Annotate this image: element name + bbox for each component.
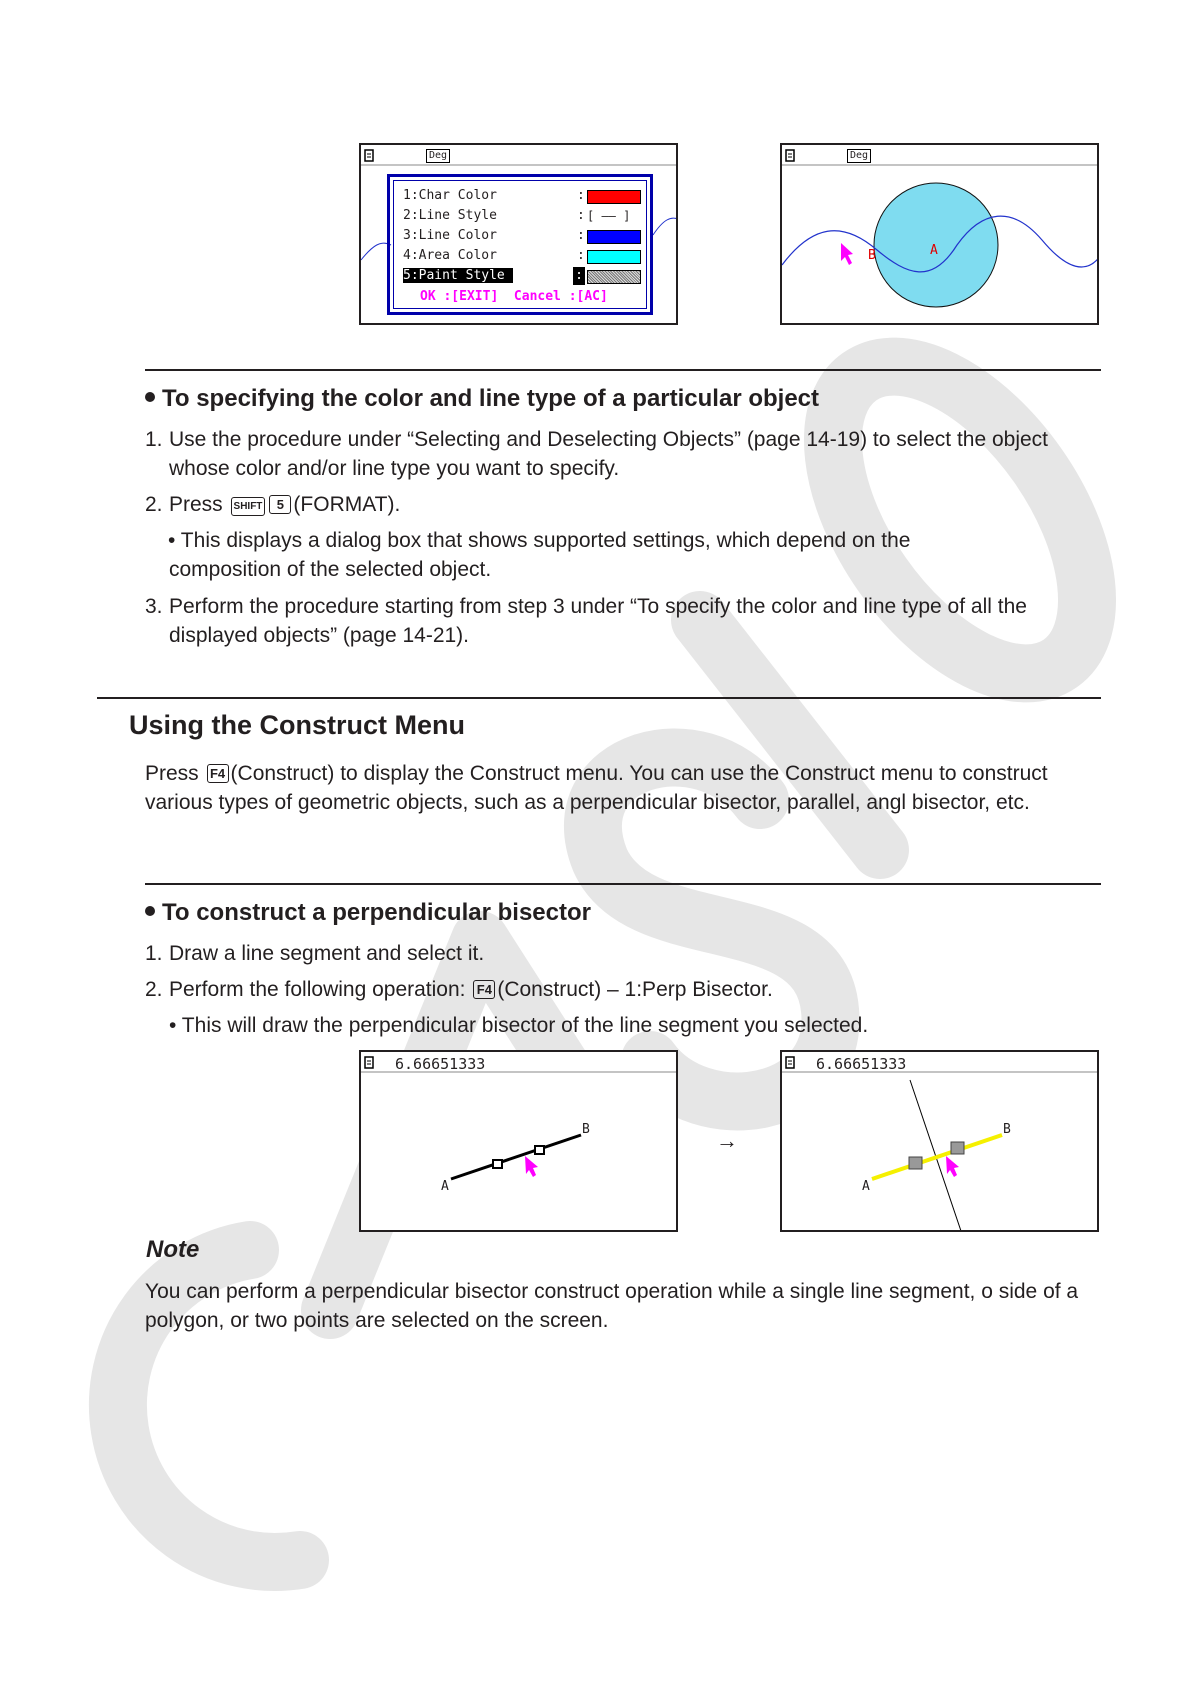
point-label-a: A bbox=[862, 1179, 870, 1194]
selection-handle bbox=[493, 1160, 502, 1168]
circle-result-screenshot bbox=[780, 143, 1099, 325]
format-item-char-color[interactable]: 1:Char Color : bbox=[403, 187, 643, 205]
point-label-a: A bbox=[441, 1179, 449, 1194]
section-heading: To specifying the color and line type of a particular object bbox=[145, 385, 819, 413]
f4-key-icon: F4 bbox=[207, 764, 229, 783]
note-text: You can perform a perpendicular bisector construct operation while a single line segment, o side of a polygon, or two points are selected on the screen. bbox=[145, 1280, 1079, 1332]
arrow-icon: → bbox=[716, 1128, 738, 1153]
paint-pattern-swatch bbox=[587, 270, 641, 284]
segment-before-screenshot bbox=[359, 1050, 678, 1232]
cyan-swatch bbox=[587, 250, 641, 264]
format-item-label: 2:Line Style bbox=[403, 208, 497, 223]
deg-badge: Deg bbox=[426, 149, 450, 163]
construct-intro: Press F4 (Construct) to display the Construct menu. You can use the Construct menu to construct various types of geometric objects, such as a perpendicular bisector, parallel, angl bisector, etc. bbox=[145, 762, 1048, 814]
section-divider bbox=[145, 369, 1101, 371]
step-2-bullet: • This will draw the perpendicular bisector of the line segment you selected. bbox=[169, 1014, 869, 1037]
bullet-icon bbox=[145, 906, 155, 916]
f4-key-icon: F4 bbox=[473, 980, 495, 999]
point-label-b: B bbox=[868, 248, 876, 263]
line-segment bbox=[451, 1135, 581, 1179]
step-1: 1. Use the procedure under “Selecting and Deselecting Objects” (page 14-19) to select the object whose color and/or line type you want to specify. bbox=[145, 428, 1049, 480]
format-item-label: 4:Area Color bbox=[403, 248, 497, 263]
section-divider bbox=[97, 697, 1101, 699]
selection-handle bbox=[909, 1157, 922, 1169]
line-style-value: [ —— ] bbox=[587, 209, 631, 223]
format-item-label: 3:Line Color bbox=[403, 228, 497, 243]
selection-handle bbox=[951, 1142, 964, 1154]
section-title: Using the Construct Menu bbox=[129, 710, 465, 740]
format-item-label: 5:Paint Style bbox=[403, 268, 513, 283]
point-label-b: B bbox=[1003, 1122, 1011, 1137]
format-item-line-style[interactable]: 2:Line Style : [ —— ] bbox=[403, 208, 631, 223]
step-2-bullet: • This displays a dialog box that shows supported settings, which depend on the composition of the selected object. bbox=[168, 529, 911, 581]
format-dialog-screenshot bbox=[359, 143, 678, 325]
point-label-b: B bbox=[582, 1122, 590, 1137]
format-item-area-color[interactable]: 4:Area Color : bbox=[403, 247, 643, 265]
segment-after-screenshot bbox=[780, 1050, 1099, 1232]
step-1: 1. Draw a line segment and select it. bbox=[145, 942, 485, 965]
selected-segment bbox=[872, 1135, 1002, 1179]
step-2: 2. Perform the following operation: F4 (Construct) – 1:Perp Bisector. bbox=[145, 978, 773, 1001]
note-title: Note bbox=[146, 1236, 200, 1263]
cursor-arrow bbox=[841, 243, 853, 265]
status-value: 6.66651333 bbox=[816, 1055, 907, 1073]
format-item-line-color[interactable]: 3:Line Color : bbox=[403, 227, 643, 245]
format-dialog bbox=[387, 174, 653, 315]
step-3: 3. Perform the procedure starting from step 3 under “To specify the color and line type of all the displayed objects” (page 14-21). bbox=[145, 595, 1027, 647]
shift-key-icon: SHIFT bbox=[231, 497, 266, 516]
section-heading: To construct a perpendicular bisector bbox=[145, 899, 591, 927]
bullet-icon bbox=[145, 392, 155, 402]
point-label-a: A bbox=[930, 243, 938, 258]
step-2: 2. Press SHIFT 5 (FORMAT). bbox=[145, 493, 401, 516]
cursor-arrow bbox=[525, 1156, 538, 1177]
dialog-footer: OK :[EXIT] Cancel :[AC] bbox=[420, 289, 608, 304]
selection-handle bbox=[535, 1146, 544, 1154]
format-item-label: 1:Char Color bbox=[403, 188, 497, 203]
red-swatch bbox=[587, 190, 641, 204]
status-value: 6.66651333 bbox=[395, 1055, 486, 1073]
format-item-paint-style[interactable]: 5:Paint Style : bbox=[403, 267, 643, 285]
cursor-arrow bbox=[946, 1156, 959, 1177]
five-key-icon: 5 bbox=[269, 495, 291, 514]
section-divider bbox=[145, 883, 1101, 885]
blue-swatch bbox=[587, 230, 641, 244]
deg-badge: Deg bbox=[847, 149, 871, 163]
